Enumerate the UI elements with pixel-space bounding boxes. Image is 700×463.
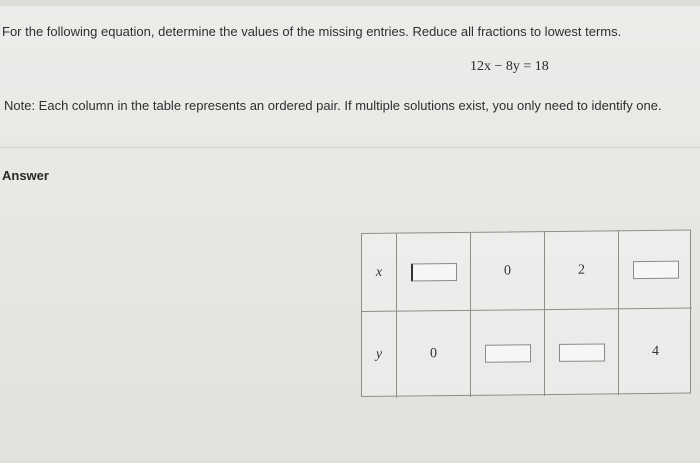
- table-cell-y3: [545, 309, 619, 396]
- y1-value: 0: [430, 346, 437, 362]
- x4-input[interactable]: [633, 260, 679, 278]
- y-row-header: [362, 312, 397, 398]
- y-variable-label: y: [375, 346, 383, 362]
- x1-input[interactable]: [411, 262, 457, 280]
- section-divider: [0, 147, 700, 148]
- table-cell-y2: [471, 310, 545, 397]
- equation: 12x − 8y = 18: [470, 59, 549, 74]
- y4-value: 4: [652, 343, 659, 359]
- note-text: Note: Each column in the table represents an ordered pair. If multiple solutions exist, you only need to identify one.: [4, 98, 662, 113]
- table-cell-x2: [471, 232, 545, 311]
- table-cell-y4: [619, 309, 692, 396]
- x-row-header: [362, 234, 397, 312]
- table-cell-y1: [397, 311, 471, 398]
- x-variable-label: x: [375, 264, 383, 280]
- y2-input[interactable]: [485, 344, 531, 362]
- y3-input[interactable]: [559, 343, 605, 361]
- table-cell-x4: [619, 231, 692, 310]
- x2-value: 0: [504, 262, 511, 279]
- table-cell-x3: [545, 231, 619, 310]
- ordered-pair-table: [361, 230, 691, 397]
- answer-label: Answer: [2, 168, 49, 183]
- x3-value: 2: [578, 262, 585, 278]
- table-cell-x1: [397, 233, 471, 312]
- top-edge: [0, 0, 700, 6]
- question-instruction: For the following equation, determine the values of the missing entries. Reduce all fractions to lowest terms.: [2, 24, 622, 39]
